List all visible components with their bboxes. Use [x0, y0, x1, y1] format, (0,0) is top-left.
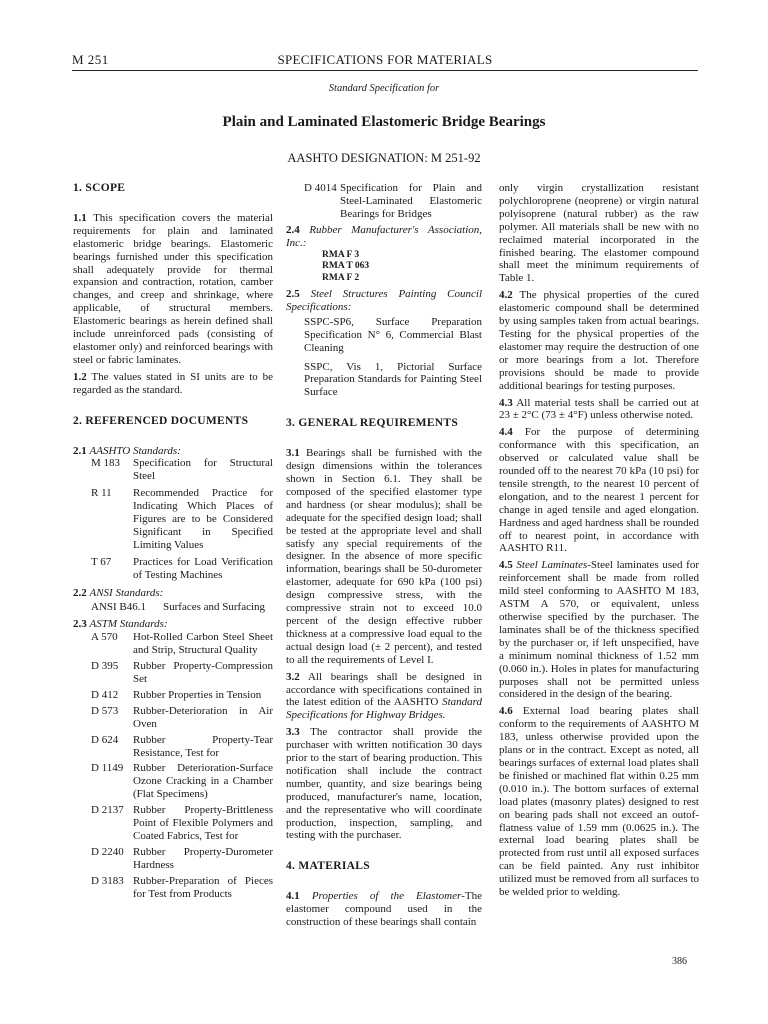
reference-text: Rubber-Deterioration in Air Oven	[133, 704, 273, 730]
paragraph-4-5	[499, 559, 699, 701]
reference-code: T 67	[91, 555, 112, 568]
para-text: External load bearing plates shall conform to the requirements of AASHTO M 183, unless otherwise provided upon the plans or in the contract. Except as noted, all bearings surfaces of external load plates shall be finished or machined flat within 0.25 mm (0.010 in.). The bottom surfaces of external load plates (masonry plates) designed to rest on bearing pads shall not exceed an outof-flatness value of 1.59 mm (0.0625 in.). The external load bearing plates shall be protected from rust until all exposed surfaces can be field painted. Any rust inhibitor utilized must be removed from all surfaces to be welded prior to welding.	[499, 705, 699, 899]
reference-item	[73, 556, 273, 582]
para-number: 1.2	[73, 370, 87, 383]
para-number: 3.3	[286, 726, 300, 739]
section-heading-scope: 1. SCOPE	[73, 182, 126, 194]
page-number: 386	[672, 956, 687, 967]
reference-text: Practices for Load Verification of Testing Machines	[133, 555, 273, 581]
reference-item	[73, 846, 273, 872]
paragraph-1-1	[73, 212, 273, 367]
reference-item	[73, 689, 273, 702]
reference-text: Rubber Properties in Tension	[133, 688, 262, 701]
reference-item	[73, 734, 273, 760]
para-number: 4.5	[499, 559, 513, 572]
para-text: -Steel laminates used for reinforcement shall be made from rolled mild steel conforming to AASHTO M 183, ASTM A 570, or equivalent, unless otherwise specified by the purchaser. The laminates shall be of the thickness specified by the purchaser or, if left unspecified, have a minimum nominal thickness of 1.52 mm (0.060 in.). Holes in plates for manufacturing purposes shall not be permitted unless considered in the design of the bearing.	[499, 559, 699, 701]
para-number: 4.4	[499, 426, 513, 439]
paragraph-4-2	[499, 289, 699, 392]
paragraph-4-3	[499, 397, 699, 423]
reference-code: D 412	[91, 688, 119, 701]
para-text: All material tests shall be carried out at 23 ± 2°C (73 ± 4°F) unless otherwise noted.	[499, 396, 699, 422]
paragraph-3-1	[286, 447, 482, 666]
reference-text: Rubber-Preparation of Pieces for Test from Products	[133, 874, 273, 900]
paragraph-4-1	[286, 890, 482, 929]
paragraph-4-6	[499, 705, 699, 899]
reference-text: Rubber Deterioration-Surface Ozone Cracking in a Chamber (Flat Specimens)	[133, 762, 273, 801]
reference-text: Rubber Property-Tear Resistance, Test for	[133, 733, 273, 759]
paragraph-2-4	[286, 224, 482, 250]
paragraph-2-2	[73, 587, 273, 600]
column-2	[286, 182, 482, 929]
para-text: The values stated in SI units are to be regarded as the standard.	[73, 370, 273, 396]
para-number: 4.2	[499, 289, 513, 302]
standard-label: Standard Specification for	[328, 83, 440, 94]
header-title: SPECIFICATIONS FOR MATERIALS	[277, 52, 493, 67]
rma-item: RMA T 063	[322, 261, 370, 272]
para-text: The contractor shall provide the purchaser with written notification 30 days prior to the start of bearing production. This notification shall include the contract number, quantity, and size bearings being produced, manufacturer's name, location, and the representative who will coordinate production, inspection, sampling, and testing with the purchaser.	[286, 726, 482, 842]
paragraph-4-1-continued: only virgin crystallization resistant polychloroprene (neoprene) or virgin natural polyisoprene (natural rubber) as the raw polymer. All materials shall be new with no reclaimed material incorporated in the finished bearing. The elastomer compound shall meet the minimum requirements of Table 1.	[499, 182, 699, 285]
para-text: All bearings shall be designed in accordance with specifications contained in the latest edition of the AASHTO	[286, 670, 482, 709]
reference-text: Rubber Property-Brittleness Point of Flexible Polymers and Coated Fabrics, Test for	[133, 804, 273, 842]
para-text: -The elastomer compound used in the construction of these bearings shall contain	[286, 890, 482, 929]
para-label: Rubber Manufacturer's Association, Inc.:	[286, 223, 483, 249]
para-label: AASHTO Standards:	[89, 444, 181, 457]
reference-code: D 573	[91, 704, 119, 717]
sspc-item: SSPC-SP6, Surface Preparation Specification N° 6, Commercial Blast Cleaning	[304, 315, 482, 354]
para-label: ASTM Standards:	[89, 618, 168, 631]
column-1	[73, 182, 273, 901]
running-header	[72, 52, 698, 71]
paragraph-3-3	[286, 726, 482, 842]
sspc-item: SSPC, Vis 1, Pictorial Surface Preparation Standards for Painting Steel Surface	[304, 360, 482, 399]
paragraph-2-1	[73, 445, 273, 458]
reference-code: ANSI B46.1	[91, 601, 147, 614]
reference-text: Recommended Practice for Indicating Which Places of Figures are to be Considered Significant in Specified Limiting Values	[133, 487, 273, 551]
reference-code: D 395	[91, 660, 119, 673]
para-number: 2.3	[73, 618, 87, 631]
para-number: 4.1	[286, 890, 300, 903]
reference-item	[286, 182, 482, 221]
header-code: M 251	[72, 52, 109, 67]
reference-code: D 4014	[304, 182, 337, 194]
paragraph-4-4	[499, 426, 699, 555]
rma-item: RMA F 3	[322, 249, 360, 260]
reference-code: D 1149	[91, 762, 124, 775]
section-heading-referenced-documents: 2. REFERENCED DOCUMENTS	[73, 414, 249, 427]
para-label: ANSI Standards:	[89, 586, 164, 599]
reference-text: Hot-Rolled Carbon Steel Sheet and Strip, Structural Quality	[133, 631, 273, 657]
para-label: Steel Laminates	[516, 559, 588, 572]
reference-item	[73, 762, 273, 801]
reference-item	[73, 631, 273, 657]
reference-code: D 3183	[91, 874, 124, 887]
paragraph-3-2	[286, 671, 482, 723]
paragraph-2-3	[73, 618, 273, 631]
reference-item	[73, 804, 273, 843]
section-heading-materials: 4. MATERIALS	[286, 860, 370, 873]
reference-code: D 2137	[91, 804, 124, 817]
para-number: 4.3	[499, 396, 513, 409]
para-number: 2.1	[73, 444, 87, 457]
reference-code: A 570	[91, 631, 118, 644]
reference-code: D 624	[91, 733, 119, 746]
para-number: 2.5	[286, 288, 300, 301]
reference-code: D 2240	[91, 845, 124, 858]
paragraph-2-5	[286, 288, 482, 314]
para-number: 2.2	[73, 586, 87, 599]
para-number: 2.4	[286, 223, 300, 236]
aashto-designation: AASHTO DESIGNATION: M 251-92	[287, 151, 481, 165]
para-text: The physical properties of the cured elastomeric compound shall be determined by using samples taken from actual bearings. Testing for the physical properties of the elastomer may require the destruction of one or more bearings from a lot. Therefore provisions should be made to provide additional bearings for testing purposes.	[499, 289, 699, 392]
reference-item	[73, 705, 273, 731]
para-number: 4.6	[499, 705, 513, 718]
para-number: 3.2	[286, 670, 300, 683]
reference-item	[73, 601, 273, 614]
reference-code: M 183	[91, 457, 121, 470]
reference-text: Specification for Plain and Steel-Laminated Elastomeric Bearings for Bridges	[340, 182, 482, 220]
reference-text: Rubber Property-Compression Set	[133, 660, 273, 685]
para-number: 1.1	[73, 211, 87, 224]
para-text: Bearings shall be furnished with the design dimensions within the tolerances shown in Section 6.1. They shall be composed of the specified elastomer type and hardness (or shear modulus); shall be adequate for the specified design load; shall be tested at the appropriate level and shall satisfy any special requirements of the designer. In the absence of more specific information, bearings shall be 50-durometer elastomer, adequate for 690 kPa (100 psi) design compressive stress, with the compressive strain not to exceed 10.0 percent of the design effective rubber thickness at a compressive load equal to the actual design load (± 2 percent), and tested to all the requirements of Level I.	[286, 447, 482, 666]
para-number: 3.1	[286, 447, 300, 460]
reference-item	[73, 875, 273, 901]
rma-item: RMA F 2	[322, 272, 360, 283]
para-text-italic: Standard Specifications for Highway Bridges.	[286, 696, 482, 722]
reference-text: Surfaces and Surfacing	[163, 601, 266, 614]
para-text: For the purpose of determining conformance with this specification, an observed or calculated value shall be rounded off to the nearest 70 kPa (10 psi) for tensile strength, to the nearest 10 percent of elongation, and to the nearest 1 percent for change in aged tensile and aged elongation. Hardness and aged hardness shall be rounded off to nearest point, in accordance with AASHTO R11.	[499, 426, 699, 555]
document-title: Plain and Laminated Elastomeric Bridge Bearings	[222, 114, 546, 130]
reference-code: R 11	[91, 487, 112, 500]
reference-item	[73, 457, 273, 483]
reference-item	[73, 487, 273, 552]
para-label: Steel Structures Painting Council Specifications:	[286, 288, 482, 313]
reference-text: Rubber Property-Durometer Hardness	[133, 845, 273, 871]
section-heading-general-requirements: 3. GENERAL REQUIREMENTS	[286, 417, 459, 430]
reference-text: Specification for Structural Steel	[133, 457, 273, 483]
reference-item	[73, 660, 273, 686]
column-3	[499, 182, 699, 899]
para-text: This specification covers the material requirements for plain and laminated elastomeric bridge bearings. Elastomeric bearings furnished under this specification shall adequately provide for thermal expansion and contraction, rotation, camber changes, and creep and shrinkage, where applicable, of structural members. Elastomeric bearings as herein defined shall include unreinforced pads (consisting of elastomer only) and reinforced bearings with steel or fabric laminates.	[73, 211, 273, 366]
paragraph-1-2	[73, 371, 273, 397]
para-label: Properties of the Elastomer	[311, 890, 462, 903]
